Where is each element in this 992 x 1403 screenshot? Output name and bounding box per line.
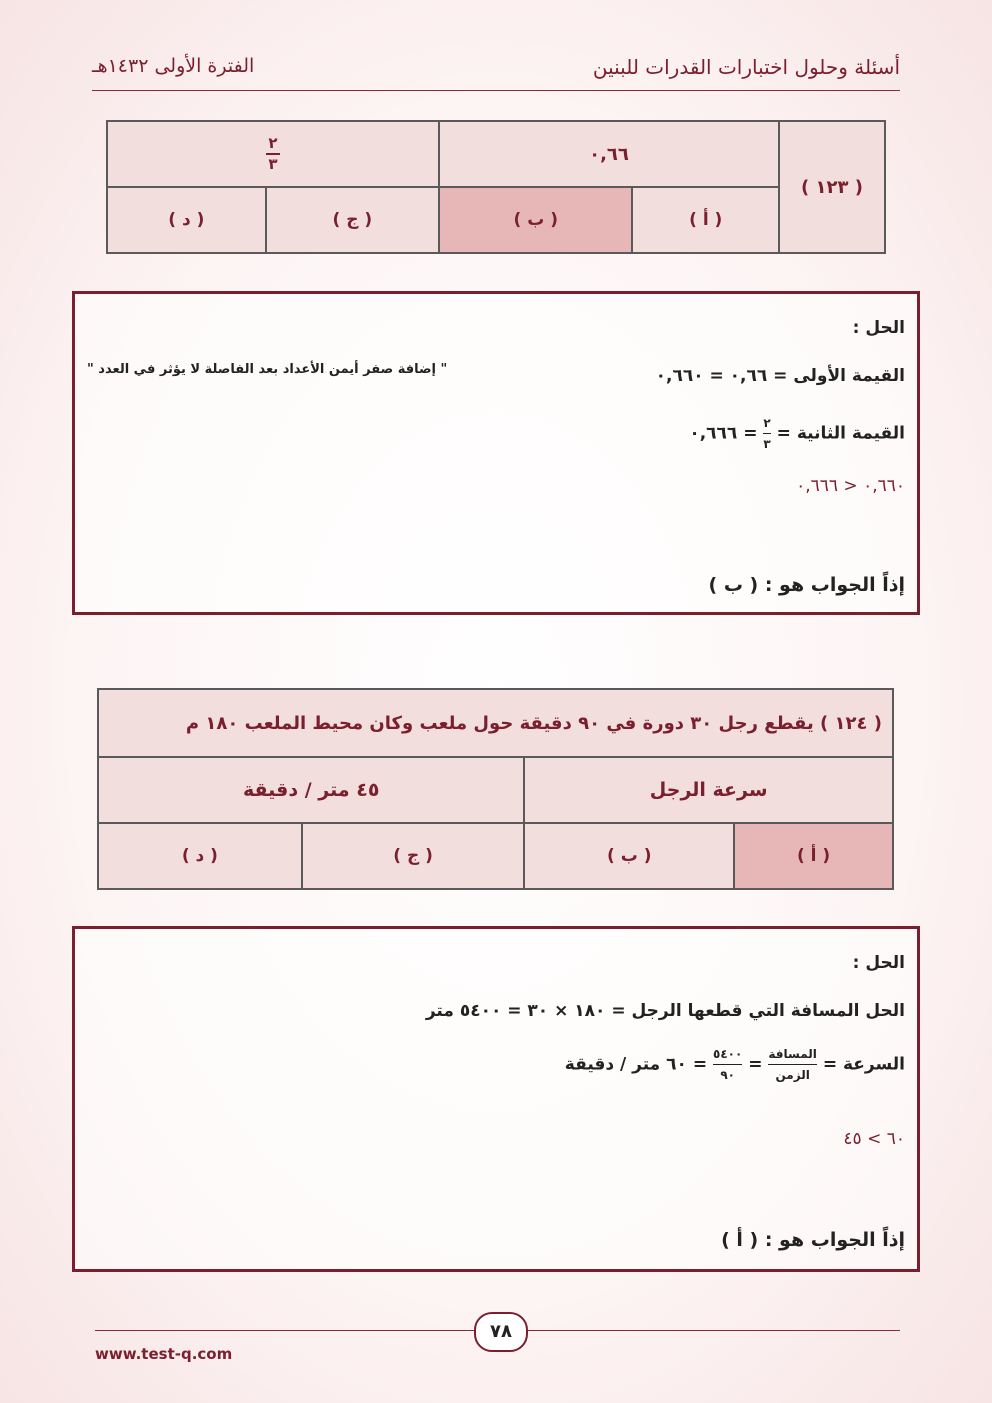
option-d[interactable]: ( د )	[107, 187, 266, 253]
solution-124-box	[72, 926, 920, 1272]
solution-label: الحل :	[852, 318, 905, 338]
header-divider	[92, 90, 900, 91]
solution-comparison: ٠,٦٦٠ < ٠,٦٦٦	[796, 476, 905, 496]
solution-answer: إذاً الجواب هو : ( ب )	[708, 574, 905, 596]
solution-line-2: القيمة الثانية = ٢ ٣ = ٠,٦٦٦	[689, 416, 905, 451]
solution-speed-line: السرعة = المسافة الزمن = ٥٤٠٠ ٩٠ = ٦٠ متر / دقيقة	[564, 1047, 905, 1082]
solution-comparison: ٦٠ > ٤٥	[843, 1129, 905, 1149]
solution-line-1: القيمة الأولى = ٠,٦٦ = ٠,٦٦٠	[655, 366, 905, 386]
option-b[interactable]: ( ب )	[524, 823, 734, 889]
column-b-label: ٤٥ متر / دقيقة	[98, 757, 524, 823]
question-text: ( ١٢٤ ) يقطع رجل ٣٠ دورة في ٩٠ دقيقة حول ملعب وكان محيط الملعب ١٨٠ م	[98, 689, 893, 757]
option-c[interactable]: ( ج )	[266, 187, 439, 253]
book-title: أسئلة وحلول اختبارات القدرات للبنين	[592, 55, 900, 79]
solution-answer: إذاً الجواب هو : ( أ )	[721, 1229, 905, 1251]
question-number: ( ١٢٣ )	[779, 121, 885, 253]
question-124-table	[97, 688, 894, 890]
page-number: ٧٨	[474, 1312, 528, 1352]
option-d[interactable]: ( د )	[98, 823, 302, 889]
solution-line-1: الحل المسافة التي قطعها الرجل = ١٨٠ × ٣٠ = ٥٤٠٠ متر	[425, 1001, 905, 1021]
page-header	[92, 55, 900, 95]
solution-123-box	[72, 291, 920, 615]
solution-label: الحل :	[852, 953, 905, 973]
solution-note: " إضافة صفر أيمن الأعداد بعد الفاصلة لا يؤثر في العدد "	[87, 362, 448, 377]
period-label: الفترة الأولى ١٤٣٢هـ	[92, 55, 255, 77]
option-a[interactable]: ( أ )	[734, 823, 893, 889]
question-123-table	[106, 120, 886, 254]
option-a[interactable]: ( أ )	[632, 187, 779, 253]
column-a-label: سرعة الرجل	[524, 757, 893, 823]
column-a-value: ٠,٦٦	[439, 121, 779, 187]
website-url[interactable]: www.test-q.com	[95, 1345, 233, 1363]
option-b[interactable]: ( ب )	[439, 187, 632, 253]
column-b-value	[107, 121, 439, 187]
option-c[interactable]: ( ج )	[302, 823, 525, 889]
fraction-two-thirds: $\frac{٢}{٣}$	[266, 136, 280, 172]
